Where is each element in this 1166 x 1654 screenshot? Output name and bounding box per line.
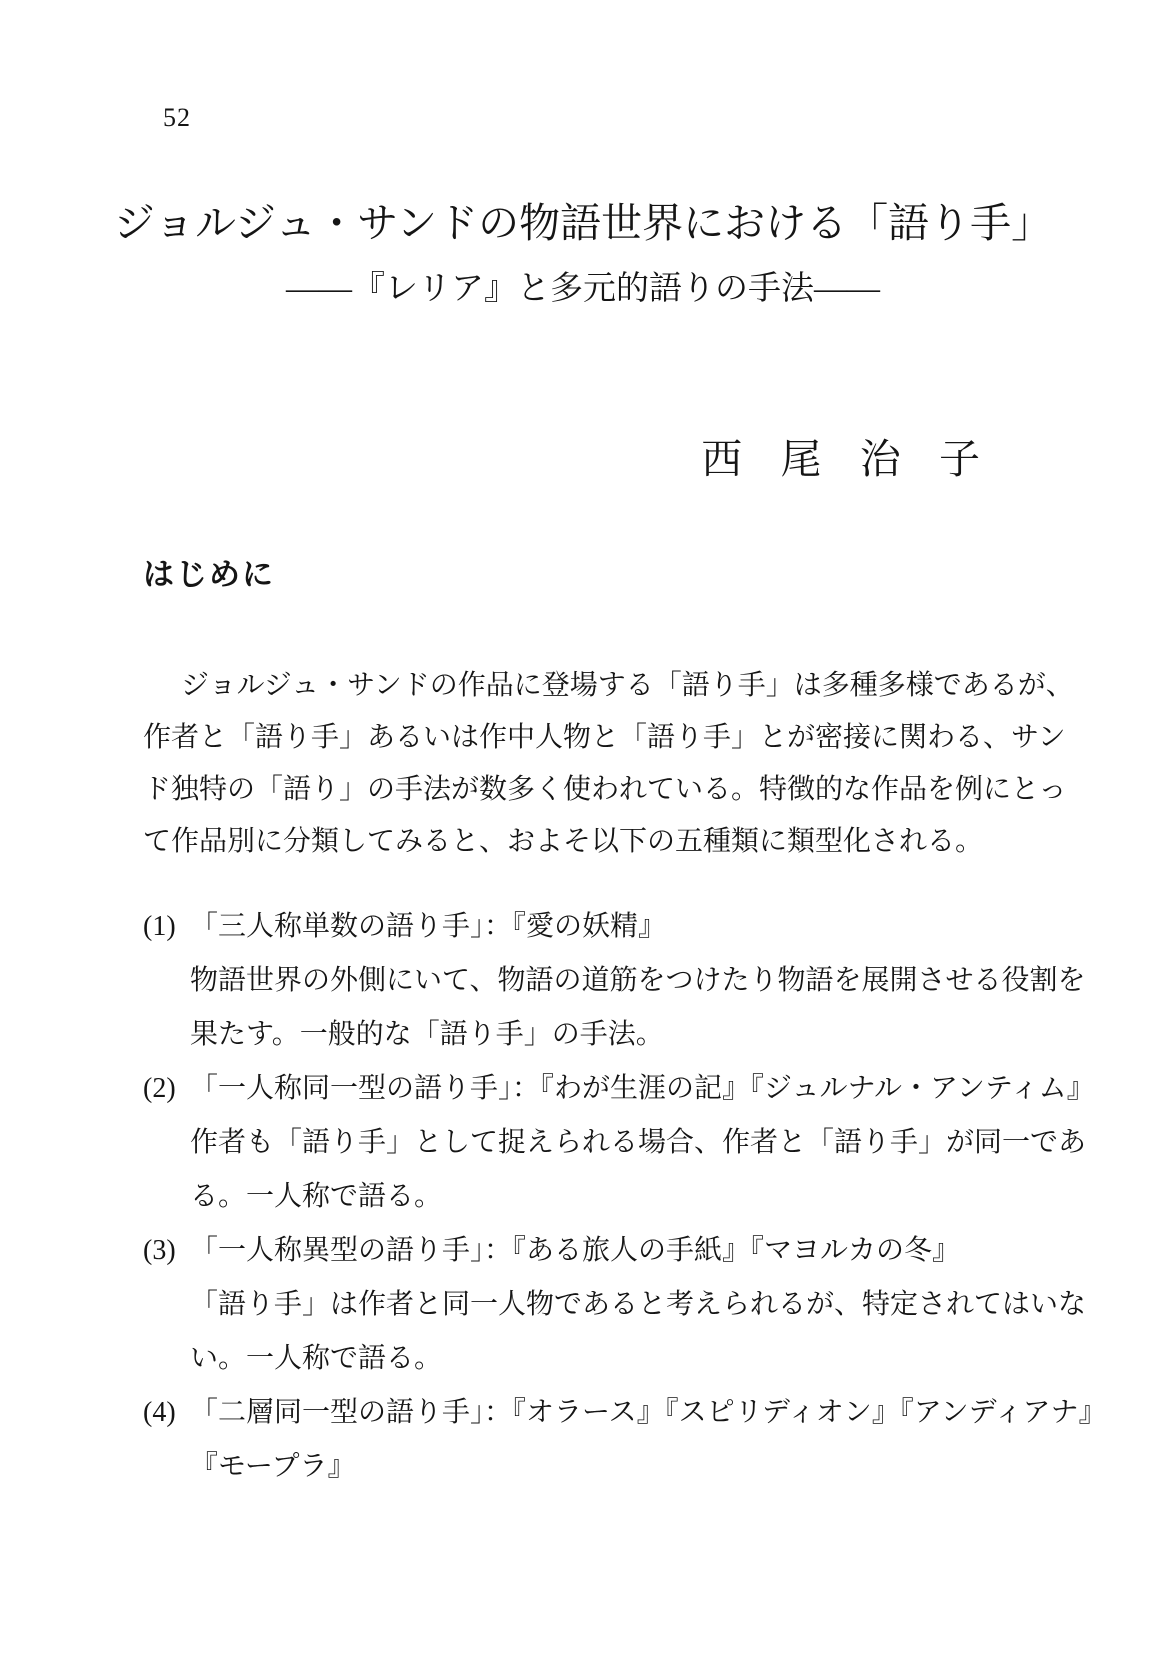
- list-item-2: [143, 1062, 1095, 1224]
- list-item-head: 「三人称単数の語り手」：『愛の妖精』: [190, 911, 667, 942]
- list-item-body-line: い。一人称で語る。: [190, 1343, 443, 1374]
- list-item-head-row: [143, 1386, 1107, 1440]
- list-item-head-row: [143, 1224, 1043, 1278]
- intro-paragraph: [143, 660, 1074, 868]
- narrator-type-list: [143, 900, 1107, 1494]
- article-subtitle: ——『レリア』と多元的語りの手法——: [286, 271, 880, 307]
- page-number: 52: [163, 103, 191, 132]
- list-item-marker: (1): [143, 911, 176, 942]
- list-item-marker: (2): [143, 1073, 176, 1104]
- list-item-head-row: [143, 900, 1043, 954]
- list-item-marker: (3): [143, 1235, 176, 1266]
- list-item-body-line: 『モープラ』: [190, 1451, 356, 1482]
- paragraph-line: ジョルジュ・サンドの作品に登場する「語り手」は多種多様であるが、: [181, 670, 1074, 701]
- list-item-body-line: 果たす。一般的な「語り手」の手法。: [190, 1019, 664, 1050]
- paragraph-line: て作品別に分類してみると、およそ以下の五種類に類型化される。: [143, 826, 984, 857]
- article-title: ジョルジュ・サンドの物語世界における「語り手」: [113, 200, 1053, 246]
- list-item-body-line: 物語世界の外側にいて、物語の道筋をつけたり物語を展開させる役割を: [190, 965, 1086, 996]
- paragraph-line: ド独特の「語り」の手法が数多く使われている。特徴的な作品を例にとっ: [143, 774, 1067, 805]
- list-item-1: [143, 900, 1086, 1062]
- list-item-head: 「一人称異型の語り手」：『ある旅人の手紙』『マヨルカの冬』: [190, 1235, 961, 1266]
- list-item-head: 「二層同一型の語り手」：『オラース』『スピリディオン』『アンディアナ』: [190, 1397, 1107, 1428]
- list-item-head: 「一人称同一型の語り手」：『わが生涯の記』『ジュルナル・アンティム』: [190, 1073, 1095, 1104]
- paragraph-line: 作者と「語り手」あるいは作中人物と「語り手」とが密接に関わる、サン: [143, 722, 1066, 753]
- list-item-head-row: [143, 1062, 1095, 1116]
- list-item-4: [143, 1386, 1107, 1494]
- body-text-block: [143, 660, 1107, 1494]
- list-item-body-line: 作者も「語り手」として捉えられる場合、作者と「語り手」が同一であ: [190, 1127, 1087, 1158]
- section-heading-hajimeni: はじめに: [143, 557, 275, 592]
- list-item-body-line: 「語り手」は作者と同一人物であると考えられるが、特定されてはいな: [190, 1289, 1087, 1320]
- list-item-marker: (4): [143, 1397, 176, 1428]
- author-name: 西 尾 治 子: [701, 436, 994, 482]
- list-item-body-line: る。一人称で語る。: [190, 1181, 443, 1212]
- list-item-3: [143, 1224, 1087, 1386]
